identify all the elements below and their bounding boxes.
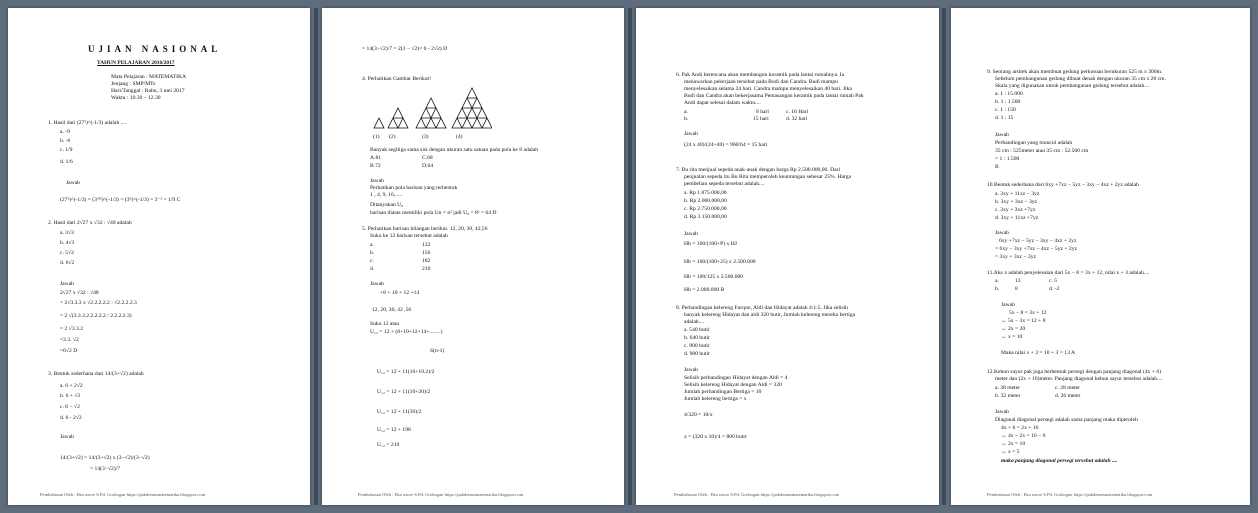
option: d. -2 — [1049, 286, 1060, 292]
option-value: 156 — [422, 250, 431, 256]
answer-work: U₁₂ = 12 + 11(16+10.2)/2 — [377, 369, 435, 375]
question-text: Budi dan Candra akan bekerjasama Pemasangan keramik pada lantai rumah Pak — [684, 93, 864, 99]
page-footer: Pembahasan Oleh : Eko nacre S.Pd, Grobogan https://pakdemasmatematika.blogspot.com — [40, 492, 206, 497]
question-text: Sebelum pembangunan gedung dibuat denah dengan ukuran 35 cm x 20 cm. — [995, 76, 1166, 82]
option: b. 1 : 1.500 — [995, 99, 1021, 105]
figure-label: (2) — [389, 134, 396, 140]
option: c. 5√2 — [60, 250, 74, 256]
answer-work: Hb = 100/(100+25) x 2.500.000 — [684, 259, 756, 265]
answer-label: Jawab — [66, 180, 80, 186]
answer-work: B — [995, 164, 999, 170]
option: a. -9 — [60, 129, 70, 135]
question-text: menawarkan pekerjaan tersebut pada Budi dan Candra. Budi mampu — [684, 79, 838, 85]
option: C.68 — [422, 155, 433, 161]
info-line: Mata Pelajaran : MATEMATIKA — [111, 74, 187, 80]
triangle-pattern-figure — [372, 86, 492, 132]
answer-work: Ditanyakan U₈ — [370, 202, 404, 208]
answer-work: Hb = 2.000.000 B — [684, 287, 725, 293]
answer-work: Diagonal diagonal persegi adalah sama panjang maka diperoleh — [995, 417, 1138, 423]
option: c. 3xy + 3xz +7yz — [995, 207, 1036, 213]
option: a. Rp 1.875.000,00 — [684, 190, 727, 196]
answer-label: Jawab — [370, 178, 384, 184]
question-12: 12.Kebun sayur pak juga berbentuk persegi dengan panjang diagonal (4x + 6) — [987, 369, 1162, 375]
exam-title: UJIAN NASIONAL — [88, 44, 222, 54]
question-text: penjualan sepeda itu Bu Rita memperoleh keuntungan sebesar 25%. Harga — [684, 174, 852, 180]
answer-work: U₁₂ = 12 + 198 — [377, 427, 411, 433]
answer-work: Perbandingan yang muncul adalah — [995, 140, 1073, 146]
option: B.72 — [370, 163, 381, 169]
answer-work: U₁₂ = 12 + (8+10+12+14+........) — [370, 329, 443, 335]
option: b. 32 meter — [995, 393, 1021, 399]
answer-label: Jawab — [995, 132, 1009, 138]
continued-work: = 14(3−√2)/7 = 2(3 − √2)= 6 - 2√2) D — [362, 46, 448, 52]
question-1: 1. Hasil dari (27²)^(-1/3) adalah .... — [48, 120, 127, 126]
page-1 — [8, 8, 310, 505]
answer-work: U₁₂ = 210 — [377, 442, 400, 448]
answer-label: Jawab — [1001, 302, 1015, 308]
answer-work: ↔ 4x − 2x = 16 − 6 — [1001, 433, 1046, 439]
option-value: 182 — [422, 258, 431, 264]
answer-work: (24 x 40)/(24+40) = 960/64 = 15 hari — [684, 142, 768, 148]
question-6: 6. Pak Andi berencana akan membangun koramik pada lantai rumahnya. Ia — [676, 72, 845, 78]
option: D.64 — [422, 163, 434, 169]
answer-work: 5x − 8 = 3x + 12 — [1009, 310, 1047, 316]
option: a. 6 + 2√2 — [60, 383, 83, 389]
answer-work: = 3xy + 3xz − 3yz — [995, 254, 1036, 260]
answer-label: Jawab — [60, 434, 74, 440]
info-line: Jenjang : SMP/MTs — [111, 81, 156, 87]
option: c. — [370, 258, 374, 264]
page-2 — [322, 8, 624, 505]
answer-work: 1 , 4, 9, 16,..... — [370, 192, 403, 198]
question-11: 11.Jika x adalah penyelesaian dari 5x − 8 = 3x + 12, nilai x + 3 adalah.... — [987, 270, 1150, 276]
option-value: 8 hari — [756, 109, 769, 115]
option: d. 32 hari — [786, 116, 808, 122]
option: A.81 — [370, 155, 382, 161]
option: d. 6√2 — [60, 260, 75, 266]
option: c. 1 : 150 — [995, 107, 1016, 113]
question-9: 9. Seorang arsitek akan membuat gedung perkotoan berukuran 525 m x 300m. — [987, 69, 1163, 75]
option: d. 6 - 2√2 — [60, 415, 82, 421]
question-text: Suku ke 12 barisan tersebut adalah — [370, 233, 448, 239]
answer-work: 4x + 6 = 2x + 16 — [1001, 425, 1039, 431]
page-3 — [636, 8, 939, 505]
answer-work: 35 cm : 525meter atau 35 cm : 52.500 cm — [995, 148, 1089, 154]
answer-work: ↔ x = 10 — [1001, 334, 1023, 340]
answer-label: Jawab — [995, 409, 1009, 415]
answer-work: Selisih perbandingan Hidayat dengan Aldi = 4 — [684, 375, 788, 381]
answer-work: Selisih kelereng Hidayat dengan Aldi = 320 — [684, 382, 782, 388]
option: d. Rp 3.150.000,00 — [684, 214, 727, 220]
option: b. -6 — [60, 138, 71, 144]
answer-work: 6xy +7xz − 5yz − 3xy − 4xz + 2yz — [999, 238, 1077, 244]
info-line: Waktu : 10.30 – 12.30 — [111, 95, 161, 101]
figure-label: (1) — [373, 134, 380, 140]
answer-work: ↔ 5x − 3x = 12 + 8 — [1001, 318, 1046, 324]
answer-work: =2.3. √2 — [60, 337, 79, 343]
exam-subtitle: TAHUN PELAJARAN 2016/2017 — [97, 60, 175, 66]
answer-work: ↔ 2x = 10 — [1001, 441, 1026, 447]
question-text: Banyak segitiga sama sisi dengan ukuran satu satuan pada pola ke 8 adalah — [370, 147, 539, 153]
answer-label: Jawab — [684, 131, 698, 137]
option: a. 3√3 — [60, 230, 74, 236]
answer-label: Jawab — [995, 230, 1009, 236]
answer-work: = 14(3−√2)/7 — [90, 466, 121, 472]
figure-label: (3) — [422, 134, 429, 140]
option: b. 640 butir — [684, 335, 710, 341]
answer-work: ↔ 2x = 20 — [1001, 326, 1026, 332]
answer-work: = 1 : 1.500 — [995, 156, 1020, 162]
option: a. 3xy + 11xz − 3yz — [995, 191, 1040, 197]
option-value: 132 — [422, 242, 431, 248]
answer-work: = 6xy − 3xy +7xz − 4xz − 5yz + 2yz — [995, 246, 1077, 252]
answer-work: Maka nilai x + 3 = 10 + 3 = 13 A — [1001, 350, 1075, 356]
answer-work: Hb = 100/(100+P) x HJ — [684, 241, 737, 247]
answer-work: Jumlah kelereng bertiga = x — [684, 396, 747, 402]
option-value: 13 — [1015, 278, 1021, 284]
option: a. 1 : 15.000 — [995, 91, 1023, 97]
question-text: banyak kelereng Hidayat dan aldi 320 butir, Jumlah kelereng mereka bertiga — [684, 312, 856, 318]
option: a. — [370, 242, 374, 248]
answer-label: Jawab — [684, 367, 698, 373]
answer-conclusion: maka panjang diagonal persegi tersebut adalah .... — [1001, 458, 1118, 464]
question-text: Skala yang digunakan untuk pembangunan gedung tersebut adalah.... — [995, 83, 1150, 89]
option: d. 1 : 15 — [995, 115, 1014, 121]
answer-work: = 2√3.3.3 x √2.2.2.2.2 : √2.2.2.2.3 — [60, 300, 137, 306]
answer-work: x = (320 x 10)/4 = 800 butir — [684, 434, 747, 440]
option: d. — [370, 266, 375, 272]
option: d. 26 meter — [1055, 393, 1081, 399]
page-4 — [951, 8, 1250, 505]
info-line: Hari/Tanggal : Rabu, 3 mei 2017 — [111, 88, 185, 94]
answer-work: = 2 √3.3.2 — [60, 326, 84, 332]
question-8: 8. Perbandingan kelereng Furqon, Aldi dan Hidayat adalah 4:1:5. Jika selisih — [676, 305, 848, 311]
option: c. 800 butir — [684, 343, 710, 349]
option: c. 28 meter — [1055, 385, 1081, 391]
option: d. 900 butir — [684, 351, 710, 357]
answer-work: Jumlah perbandingan Bertiga = 10 — [684, 389, 762, 395]
option: b. 6 + √2 — [60, 393, 81, 399]
answer-label: Jawab — [60, 281, 74, 287]
answer-label: Jawab — [684, 231, 698, 237]
page-footer: Pembahasan Oleh : Eko nacre S.Pd, Grobogan https://pakdemasmatematika.blogspot.com — [358, 492, 524, 497]
option: a. — [995, 278, 999, 284]
question-text: Andi dapat selesai dalam waktu.... — [684, 100, 761, 106]
option: c. Rp 2.750.000,00 — [684, 206, 727, 212]
question-5: 5. Perhatikan barisan bilangan berikut. 12, 20, 30, 42,56 — [362, 226, 488, 232]
answer-work: U₁₂ = 12 + 11(36)/2 — [377, 409, 422, 415]
answer-work: barisan diatas memiliki pola Un = n² jadi U₈ = 8² = 64 D — [370, 210, 497, 216]
option: a. 540 butir — [684, 327, 710, 333]
question-text: adalah.... — [684, 319, 705, 325]
question-4: 4. Perhatikan Gambar Berikut! — [362, 76, 431, 82]
answer-work: Perhatikan pola barisan yang terbentuk — [370, 185, 458, 191]
option: b. Rp 2.000.000,00 — [684, 198, 727, 204]
page-footer: Pembahasan Oleh : Eko nacre S.Pd, Grobogan https://pakdemasmatematika.blogspot.com — [987, 492, 1153, 497]
option-value: 8 — [1015, 286, 1018, 292]
answer-work: 4/320 = 10/x — [684, 412, 713, 418]
answer-work: = 2 √(3.3.3.2.2.2.2.2 / 2.2.2.2.3) — [60, 313, 132, 319]
option: b. 3xy + 3xz − 3yz — [995, 199, 1038, 205]
answer-work: U₁₂ = 12 + 11(16+20)/2 — [377, 389, 431, 395]
question-2: 2. Hasil dari 2√27 x √32 : √48 adalah — [48, 220, 132, 226]
option: d. 3xy + 11xz +7yz — [995, 215, 1039, 221]
answer-work: 14/(3+√2) = 14/(3+√2) x (3−√2)/(3−√2) — [60, 455, 150, 461]
option: b. — [684, 116, 689, 122]
answer-work: 2√27 x √32 : √48 — [60, 290, 99, 296]
option: c. 1/9 — [60, 147, 73, 153]
question-7: 7. Bu rita menjual sepeda anak-anak dengan harga Rp 2.500.000,00. Dari — [676, 167, 841, 173]
answer-work: S(n-1) — [430, 348, 445, 354]
option: b. — [370, 250, 375, 256]
answer-label: Jawab — [370, 281, 384, 287]
option: c. 5 — [1049, 278, 1058, 284]
answer-work: Hb = 100/125 x 2.500.000 — [684, 274, 744, 280]
option: a. — [684, 109, 688, 115]
question-text: menyelesaikan selama 24 hari. Candra mampu menyelesaikan 40 hari. Jika — [684, 86, 852, 92]
figure-label: (4) — [456, 134, 463, 140]
question-10: 10.Bentuk sederhana dari 6xy +7xz − 5yz − 3xy − 4xz + 2yz adalah — [987, 182, 1139, 188]
option: d. 1/6 — [60, 159, 73, 165]
answer-work: +8 + 10 + 12 +14 — [380, 290, 420, 296]
answer-work: =6√2 D — [60, 348, 78, 354]
answer-work: (27²)^(-1/3) = (3³⁾²)^(-1/3) = (3⁶)^(-1/3) = 3⁻² = 1/9 C — [60, 197, 181, 203]
question-text: meter dan (2x + 16)meter. Panjang diagonal kebun sayur tersebut adalah.... — [995, 376, 1163, 382]
question-3: 3. Bentuk sederhana dari 14/(3+√2) adalah — [48, 371, 144, 377]
option: c. 16 Hari — [786, 109, 809, 115]
option: c. 6 − √2 — [60, 404, 80, 410]
answer-work: Suku 12 atau — [370, 321, 400, 327]
option: a. 38 meter — [995, 385, 1021, 391]
option: b. 4√3 — [60, 240, 75, 246]
option: b. — [995, 286, 1000, 292]
option-value: 210 — [422, 266, 431, 272]
option-value: 15 hari — [753, 116, 769, 122]
answer-work: 12, 20, 30, 42 ,56 — [372, 307, 412, 313]
question-text: pembelian sepeda tersebut adalah.... — [684, 181, 765, 187]
page-footer: Pembahasan Oleh : Eko nacre S.Pd, Grobogan https://pakdemasmatematika.blogspot.com — [674, 492, 840, 497]
answer-work: ↔ x = 5 — [1001, 449, 1020, 455]
